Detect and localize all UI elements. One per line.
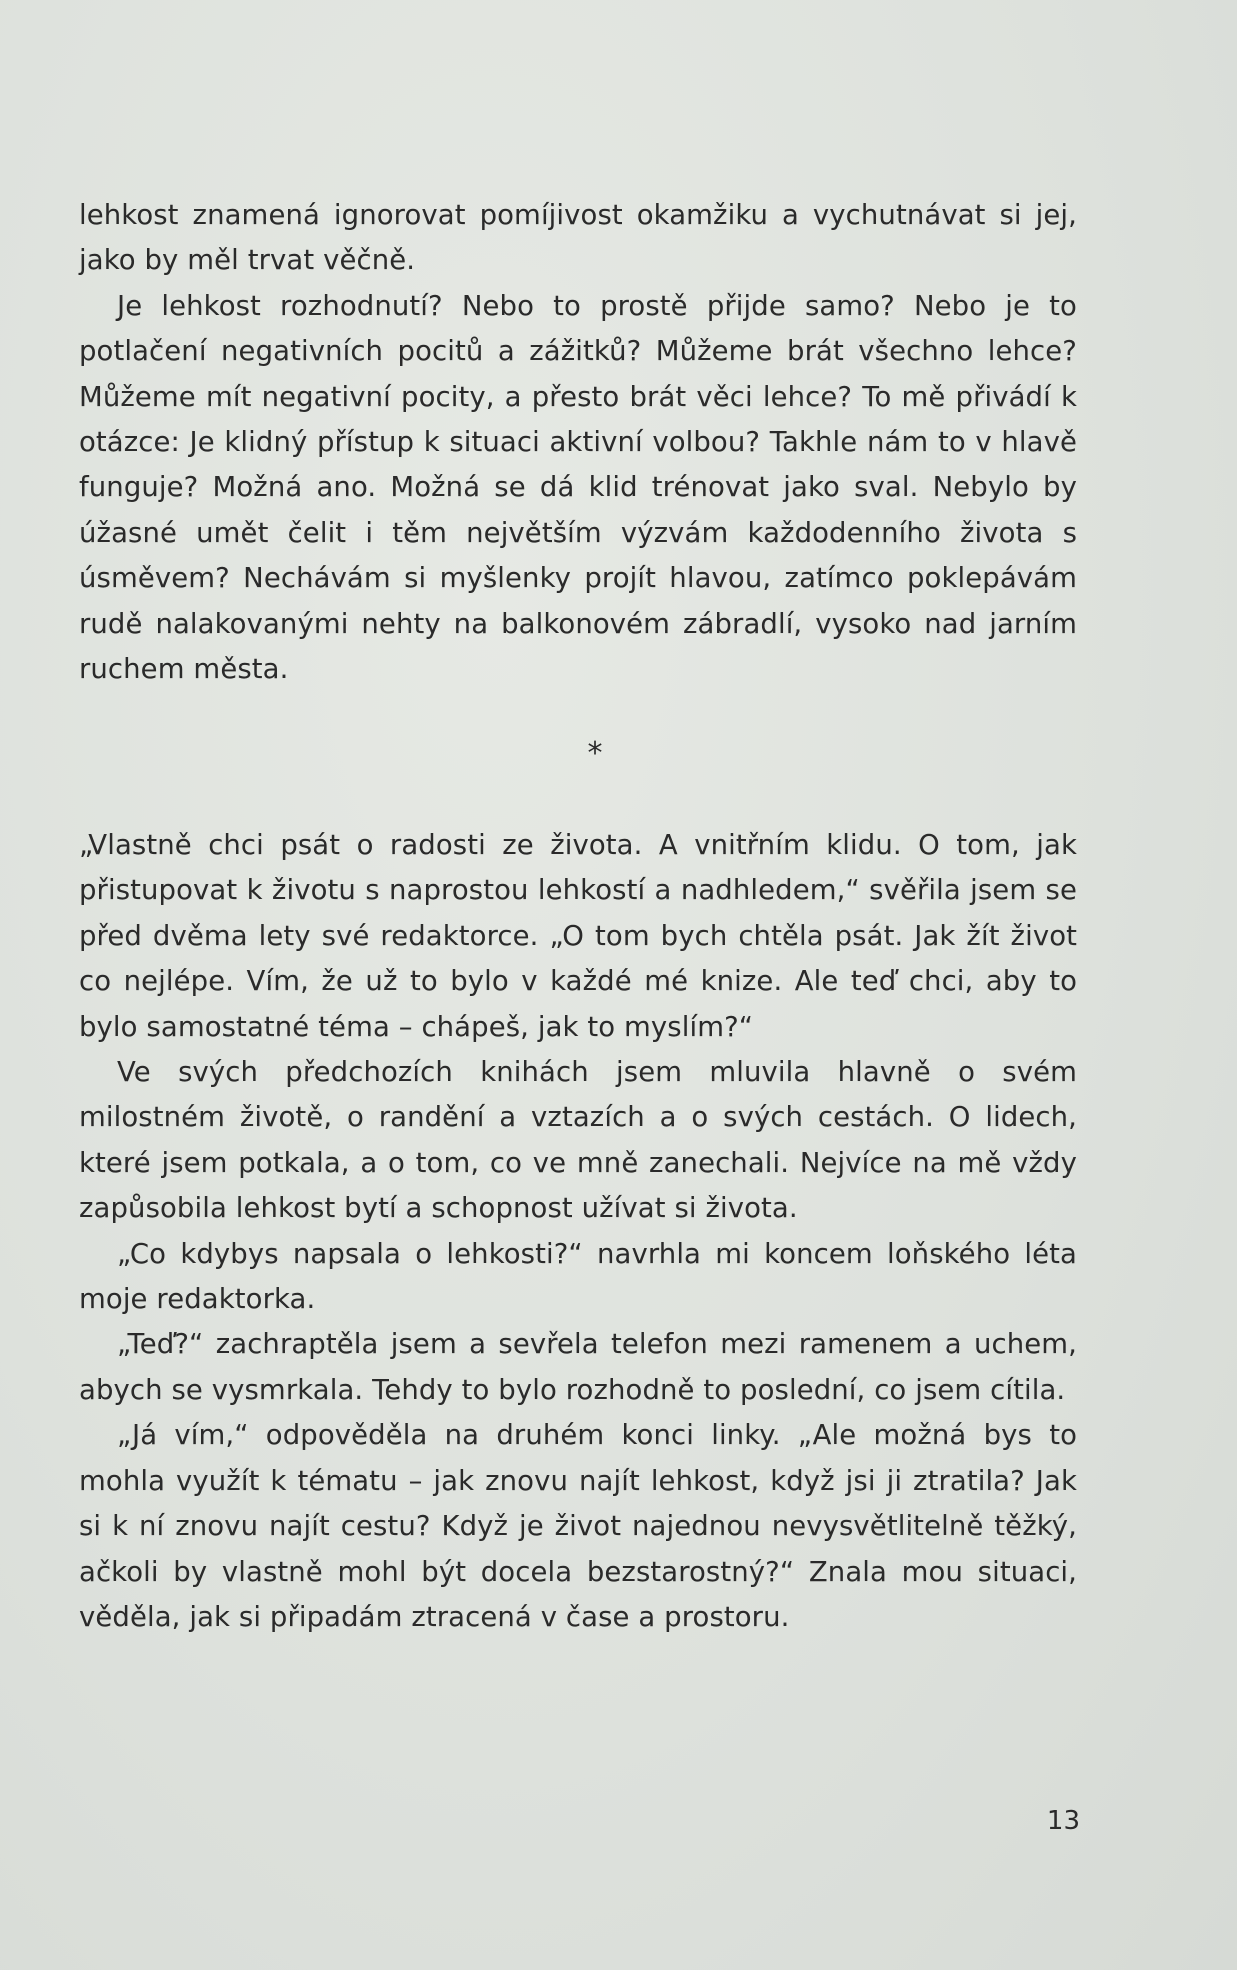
text-section-1	[79, 193, 1077, 692]
section-separator: *	[587, 736, 603, 771]
paragraph: „Co kdybys napsala o lehkosti?“ navrhla mi koncem loňského léta moje redaktorka.	[79, 1237, 1077, 1316]
paragraph: Ve svých předchozích knihách jsem mluvila hlavně o svém milostném životě, o randění a vztazích a o svých cestách. O lidech, které jsem potkala, a o tom, co ve mně zanechali. Nejvíce na mě vždy zapůsobila lehkost bytí a schopnost užívat si života.	[79, 1056, 1077, 1225]
paragraph: Je lehkost rozhodnutí? Nebo to prostě přijde samo? Nebo je to potlačení negativních pocitů a zážitků? Můžeme brát všechno lehce? Můžeme mít negativní pocity, a přesto brát věci lehce? To mě přivádí k otázce: Je klidný přístup k situaci aktivní volbou? Takhle nám to v hlavě funguje? Možná ano. Možná se dá klid trénovat jako sval. Nebylo by úžasné umět čelit i těm největším výzvám každodenního života s úsměvem? Nechávám si myšlenky projít hlavou, zatímco poklepávám rudě nalakovanými nehty na balkonovém zábradlí, vysoko nad jarním ruchem města.	[79, 289, 1077, 686]
paragraph: „Teď?“ zachraptěla jsem a sevřela telefon mezi ramenem a uchem, abych se vysmrkala. Tehdy to bylo rozhodně to poslední, co jsem cítila.	[79, 1328, 1077, 1406]
paragraph: „Já vím,“ odpověděla na druhém konci linky. „Ale možná bys to mohla využít k tématu – jak znovu najít lehkost, když jsi ji ztratila? Jak si k ní znovu najít cestu? Když je život najednou nevysvětlitelně těžký, ačkoli by vlastně mohl být docela bezstarostný?“ Znala mou situaci, věděla, jak si připadám ztracená v čase a prostoru.	[79, 1419, 1077, 1633]
text-section-2	[79, 823, 1077, 1640]
paragraph: „Vlastně chci psát o radosti ze života. A vnitřním klidu. O tom, jak přistupovat k životu s naprostou lehkostí a nadhledem,“ svěřila jsem se před dvěma lety své redaktorce. „O tom bych chtěla psát. Jak žít život co nejlépe. Vím, že už to bylo v každé mé knize. Ale teď chci, aby to bylo samostatné téma – chápeš, jak to myslím?“	[79, 829, 1077, 1043]
paragraph-continuation: lehkost znamená ignorovat pomíjivost okamžiku a vychutnávat si jej, jako by měl trvat věčně.	[79, 199, 1077, 277]
page-number: 13	[1046, 1806, 1080, 1836]
